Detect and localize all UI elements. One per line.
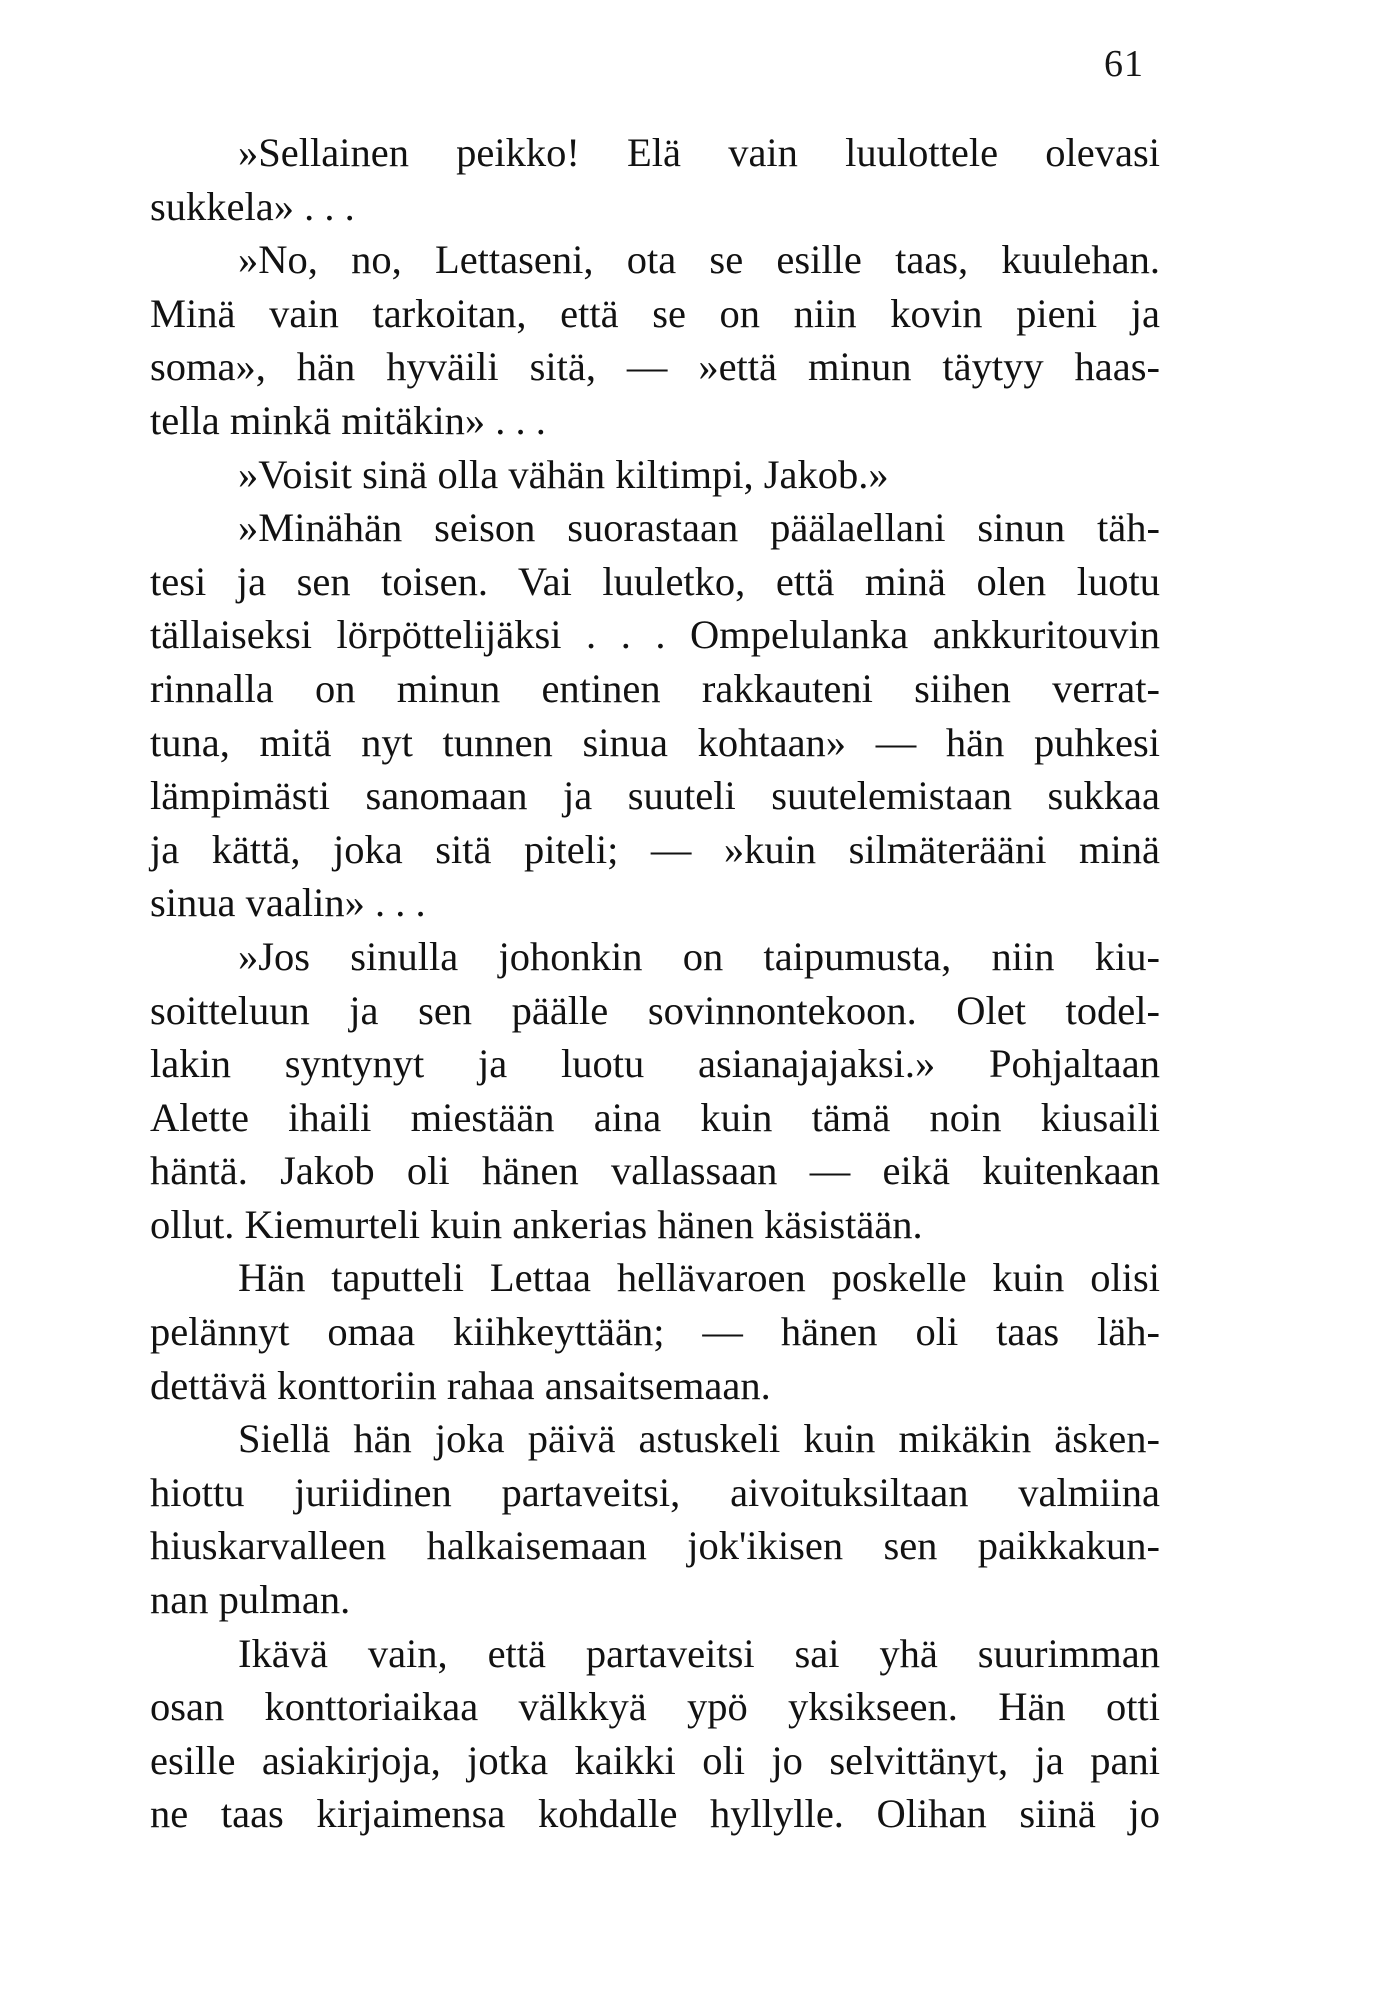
- text-line: ne taas kirjaimensa kohdalle hyllylle. Olihan siinä jo: [150, 1791, 1160, 1837]
- paragraph: [150, 930, 1160, 1252]
- text-line: lakin syntynyt ja luotu asianajajaksi.» Pohjaltaan: [150, 1041, 1160, 1087]
- text-line: Hän taputteli Lettaa hellävaroen poskelle kuin olisi: [238, 1255, 1160, 1301]
- text-line: ollut. Kiemurteli kuin ankerias hänen käsistään.: [150, 1201, 923, 1247]
- paragraph: [150, 501, 1160, 930]
- paragraph: [150, 1412, 1160, 1626]
- page-number: 61: [1104, 43, 1144, 85]
- text-line: esille asiakirjoja, jotka kaikki oli jo selvittänyt, ja pani: [150, 1737, 1160, 1783]
- text-line: soitteluun ja sen päälle sovinnontekoon. Olet todel-: [150, 987, 1160, 1033]
- paragraph: [150, 126, 1160, 233]
- text-line: dettävä konttoriin rahaa ansaitsemaan.: [150, 1362, 771, 1408]
- text-line: hiuskarvalleen halkaisemaan jok'ikisen sen paikkakun-: [150, 1523, 1160, 1569]
- paragraph: [150, 448, 1160, 502]
- text-line: ja kättä, joka sitä piteli; — »kuin silmäterääni minä: [150, 826, 1160, 872]
- paragraph: [150, 233, 1160, 447]
- text-line: »No, no, Lettaseni, ota se esille taas, kuulehan.: [238, 237, 1160, 283]
- body-text: [150, 126, 1160, 1841]
- text-line: soma», hän hyväili sitä, — »että minun täytyy haas-: [150, 344, 1160, 390]
- text-line: tuna, mitä nyt tunnen sinua kohtaan» — hän puhkesi: [150, 719, 1160, 765]
- text-line: tella minkä mitäkin» . . .: [150, 397, 546, 443]
- text-line: tesi ja sen toisen. Vai luuletko, että minä olen luotu: [150, 558, 1160, 604]
- text-line: »Voisit sinä olla vähän kiltimpi, Jakob.»: [238, 451, 889, 497]
- text-line: pelännyt omaa kiihkeyttään; — hänen oli taas läh-: [150, 1309, 1160, 1355]
- text-line: häntä. Jakob oli hänen vallassaan — eikä kuitenkaan: [150, 1148, 1160, 1194]
- text-line: Alette ihaili miestään aina kuin tämä noin kiusaili: [150, 1094, 1160, 1140]
- text-line: »Sellainen peikko! Elä vain luulottele olevasi: [238, 130, 1160, 175]
- text-line: »Jos sinulla johonkin on taipumusta, niin kiu-: [238, 933, 1160, 979]
- text-line: Siellä hän joka päivä astuskeli kuin mikäkin äsken-: [238, 1416, 1160, 1462]
- text-line: Ikävä vain, että partaveitsi sai yhä suurimman: [238, 1630, 1160, 1676]
- paragraph: [150, 1627, 1160, 1841]
- text-line: lämpimästi sanomaan ja suuteli suutelemistaan sukkaa: [150, 773, 1160, 819]
- text-line: sukkela» . . .: [150, 183, 355, 229]
- text-line: »Minähän seison suorastaan päälaellani sinun täh-: [238, 505, 1160, 551]
- text-line: Minä vain tarkoitan, että se on niin kovin pieni ja: [150, 290, 1160, 336]
- text-line: rinnalla on minun entinen rakkauteni siihen verrat-: [150, 665, 1160, 711]
- text-line: osan konttoriaikaa välkkyä ypö yksikseen. Hän otti: [150, 1684, 1160, 1730]
- text-line: sinua vaalin» . . .: [150, 880, 426, 926]
- text-line: hiottu juriidinen partaveitsi, aivoituksiltaan valmiina: [150, 1469, 1160, 1515]
- text-line: nan pulman.: [150, 1577, 351, 1623]
- text-line: tällaiseksi lörpöttelijäksi . . . Ompelulanka ankkuritouvin: [150, 612, 1160, 658]
- paragraph: [150, 1251, 1160, 1412]
